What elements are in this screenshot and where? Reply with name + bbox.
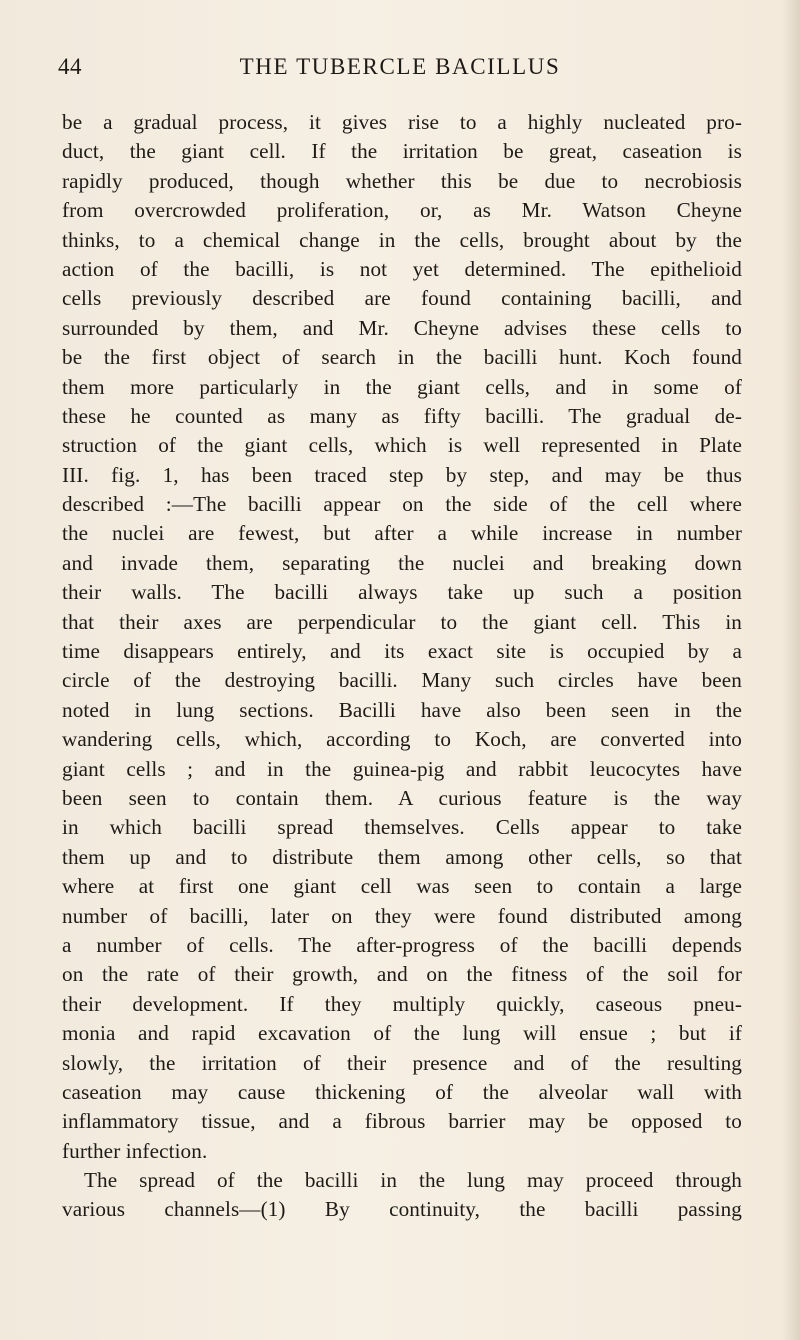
text-line: the nuclei are fewest, but after a while increase in number — [62, 521, 742, 546]
text-line: caseation may cause thickening of the alveolar wall with — [62, 1079, 742, 1104]
text-line: their development. If they multiply quickly, caseous pneu- — [62, 991, 742, 1016]
text-line: that their axes are perpendicular to the giant cell. This in — [62, 609, 742, 634]
text-line: The spread of the bacilli in the lung may proceed through — [84, 1168, 742, 1193]
text-line: various channels—(1) By continuity, the bacilli passing — [62, 1197, 742, 1222]
text-line: noted in lung sections. Bacilli have also been seen in the — [62, 697, 742, 722]
text-line: rapidly produced, though whether this be due to necrobiosis — [62, 168, 742, 193]
text-line: slowly, the irritation of their presence and of the resulting — [62, 1050, 742, 1075]
text-line: surrounded by them, and Mr. Cheyne advises these cells to — [62, 315, 742, 340]
text-line: their walls. The bacilli always take up such a position — [62, 580, 742, 605]
text-line: giant cells ; and in the guinea-pig and rabbit leucocytes have — [62, 756, 742, 781]
text-line: on the rate of their growth, and on the fitness of the soil for — [62, 962, 742, 987]
text-line: them more particularly in the giant cells, and in some of — [62, 374, 742, 399]
page-number: 44 — [58, 54, 82, 79]
text-line: been seen to contain them. A curious feature is the way — [62, 785, 742, 810]
text-line: from overcrowded proliferation, or, as Mr. Watson Cheyne — [62, 198, 742, 223]
text-line: number of bacilli, later on they were found distributed among — [62, 903, 742, 928]
text-line: a number of cells. The after-progress of the bacilli depends — [62, 932, 742, 957]
text-line: III. fig. 1, has been traced step by step, and may be thus — [62, 462, 742, 487]
body-text — [62, 108, 742, 1225]
text-line: described :—The bacilli appear on the side of the cell where — [62, 492, 742, 517]
text-line: where at first one giant cell was seen to contain a large — [62, 874, 742, 899]
page-edge-shadow — [782, 0, 800, 1340]
text-line: in which bacilli spread themselves. Cells appear to take — [62, 815, 742, 840]
running-title: THE TUBERCLE BACILLUS — [239, 54, 561, 79]
text-line: be the first object of search in the bacilli hunt. Koch found — [62, 345, 742, 370]
text-line: struction of the giant cells, which is well represented in Plate — [62, 433, 742, 458]
text-line: circle of the destroying bacilli. Many such circles have been — [62, 668, 742, 693]
text-line: these he counted as many as fifty bacilli. The gradual de- — [62, 403, 742, 428]
text-line: monia and rapid excavation of the lung will ensue ; but if — [62, 1021, 742, 1046]
text-line: wandering cells, which, according to Koch, are converted into — [62, 727, 742, 752]
text-line: action of the bacilli, is not yet determined. The epithelioid — [62, 256, 742, 281]
page-header — [0, 54, 800, 94]
text-line: be a gradual process, it gives rise to a highly nucleated pro- — [62, 110, 742, 134]
text-line: further infection. — [62, 1138, 208, 1163]
text-line: thinks, to a chemical change in the cells, brought about by the — [62, 227, 742, 252]
text-line: them up and to distribute them among other cells, so that — [62, 844, 742, 869]
text-line: cells previously described are found containing bacilli, and — [62, 286, 742, 311]
text-line: time disappears entirely, and its exact site is occupied by a — [62, 639, 742, 664]
text-line: duct, the giant cell. If the irritation be great, caseation is — [62, 139, 742, 164]
text-line: inflammatory tissue, and a fibrous barrier may be opposed to — [62, 1109, 742, 1134]
text-line: and invade them, separating the nuclei and breaking down — [62, 550, 742, 575]
